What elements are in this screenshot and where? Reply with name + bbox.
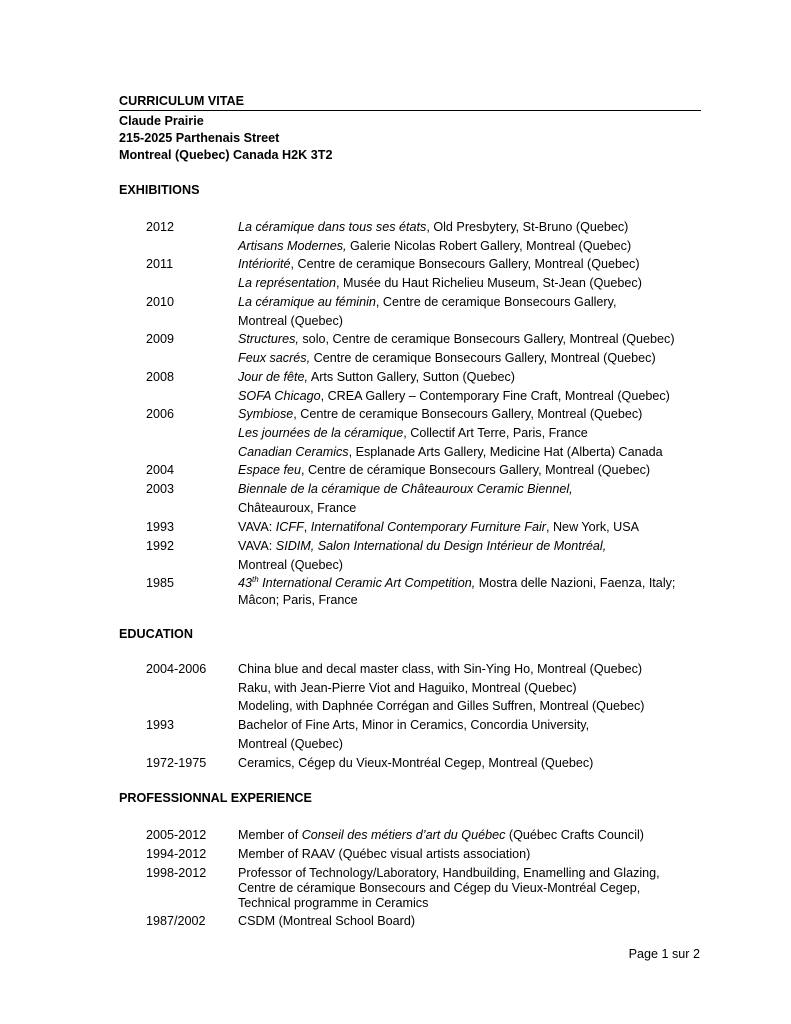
entry-text	[238, 389, 670, 403]
italic-title: Conseil des métiers d’art du Québec	[301, 828, 506, 842]
italic-title: Internatifonal Contemporary Furniture Fair	[310, 520, 546, 534]
entry-text	[238, 828, 644, 842]
entry-year: 2003	[146, 482, 175, 496]
entry-text	[238, 847, 530, 861]
italic-title: 43	[238, 576, 253, 590]
entry-text	[238, 295, 616, 309]
entry-text	[238, 896, 428, 910]
entry-year: 2004-2006	[146, 662, 207, 676]
italic-title: th	[252, 574, 259, 584]
entry-segment: VAVA:	[238, 520, 276, 534]
italic-title: SOFA Chicago	[238, 389, 321, 403]
italic-title: Jour de fête,	[238, 370, 309, 384]
entry-segment: , Centre de ceramique Bonsecours Gallery, Montreal (Quebec)	[293, 407, 643, 421]
entry-text	[238, 463, 650, 477]
entry-segment: Mâcon; Paris, France	[238, 592, 358, 607]
entry-text	[238, 576, 675, 590]
entry-text	[238, 881, 640, 895]
entry-text	[238, 426, 588, 440]
entry-text	[238, 737, 343, 751]
entry-segment: Modeling, with Daphnée Corrégan and Gilles Suffren, Montreal (Quebec)	[238, 699, 645, 713]
entry-year: 1992	[146, 539, 175, 553]
entry-text	[238, 276, 642, 290]
entry-segment: , New York, USA	[545, 520, 640, 534]
entry-segment: ,	[303, 520, 311, 534]
entry-year: 2004	[146, 463, 175, 477]
entry-segment: , Centre de céramique Bonsecours Gallery, Montreal (Quebec)	[301, 463, 651, 477]
entry-text	[238, 520, 639, 534]
entry-segment: , CREA Gallery – Contemporary Fine Craft, Montreal (Quebec)	[320, 389, 670, 403]
italic-title: Les journées de la céramique	[238, 426, 404, 440]
entry-year: 2012	[146, 220, 175, 234]
entry-segment: Technical programme in Ceramics	[238, 896, 429, 910]
entry-segment: Member of	[238, 828, 302, 842]
entry-segment: , Esplanade Arts Gallery, Medicine Hat (Alberta) Canada	[348, 445, 663, 459]
entry-text	[238, 662, 642, 676]
entry-segment: , Collectif Art Terre, Paris, France	[403, 426, 588, 440]
entry-text	[238, 501, 356, 515]
address-line-2: Montreal (Quebec) Canada H2K 3T2	[119, 148, 333, 162]
entry-segment: , Centre de ceramique Bonsecours Gallery, Montreal (Quebec)	[290, 257, 640, 271]
entry-text	[238, 866, 660, 880]
italic-title: Structures,	[238, 332, 299, 346]
entry-segment: solo, Centre de ceramique Bonsecours Gallery, Montreal (Quebec)	[298, 332, 675, 346]
education-heading: EDUCATION	[119, 627, 193, 641]
entry-segment: Montreal (Quebec)	[238, 737, 343, 751]
entry-segment: (Québec Crafts Council)	[505, 828, 644, 842]
entry-segment: , Musée du Haut Richelieu Museum, St-Jean (Quebec)	[336, 276, 642, 290]
entry-segment: Centre de céramique Bonsecours and Cégep du Vieux-Montréal Cegep,	[238, 881, 641, 895]
entry-segment: Bachelor of Fine Arts, Minor in Ceramics, Concordia University,	[238, 718, 590, 732]
italic-title: Biennale de la céramique de Châteauroux Ceramic Biennel,	[238, 482, 573, 496]
entry-text	[238, 239, 631, 253]
entry-segment: Galerie Nicolas Robert Gallery, Montreal (Quebec)	[346, 239, 632, 253]
italic-title: Espace feu	[238, 463, 302, 477]
entry-text	[238, 220, 628, 234]
entry-year: 2006	[146, 407, 175, 421]
entry-year: 1972-1975	[146, 756, 207, 770]
italic-title: Intériorité	[238, 257, 291, 271]
entry-text	[238, 332, 675, 346]
entry-segment: , Centre de ceramique Bonsecours Gallery,	[375, 295, 617, 309]
entry-segment: Raku, with Jean-Pierre Viot and Haguiko, Montreal (Quebec)	[238, 681, 577, 695]
entry-text	[238, 351, 656, 365]
entry-segment: China blue and decal master class, with Sin-Ying Ho, Montreal (Quebec)	[238, 662, 643, 676]
italic-title: Artisans Modernes,	[238, 239, 347, 253]
entry-text	[238, 558, 343, 572]
entry-text	[238, 445, 663, 459]
experience-heading: PROFESSIONNAL EXPERIENCE	[119, 791, 312, 805]
entry-segment: Châteauroux, France	[238, 501, 357, 515]
entry-segment: Arts Sutton Gallery, Sutton (Quebec)	[308, 370, 515, 384]
entry-segment: Member of RAAV (Québec visual artists association)	[238, 847, 531, 861]
entry-year: 1993	[146, 718, 175, 732]
entry-text	[238, 914, 415, 928]
italic-title: ICFF	[275, 520, 304, 534]
entry-year: 2008	[146, 370, 175, 384]
entry-text	[238, 593, 358, 607]
entry-year: 2009	[146, 332, 175, 346]
entry-text	[238, 257, 640, 271]
entry-segment: Mostra delle Nazioni, Faenza, Italy;	[475, 576, 676, 590]
italic-title: Canadian Ceramics	[238, 445, 349, 459]
address-line-1: 215-2025 Parthenais Street	[119, 131, 280, 145]
italic-title: La céramique dans tous ses états	[238, 220, 427, 234]
italic-title: Symbiose	[238, 407, 294, 421]
entry-segment: Montreal (Quebec)	[238, 558, 343, 572]
entry-year: 2010	[146, 295, 175, 309]
title-rule	[119, 110, 701, 111]
entry-segment: Centre de ceramique Bonsecours Gallery, Montreal (Quebec)	[310, 351, 656, 365]
entry-segment: Montreal (Quebec)	[238, 314, 343, 328]
entry-text	[238, 482, 573, 496]
entry-text	[238, 370, 515, 384]
entry-year: 1998-2012	[146, 866, 207, 880]
entry-segment: Ceramics, Cégep du Vieux-Montréal Cegep, Montreal (Quebec)	[238, 756, 594, 770]
entry-text	[238, 756, 593, 770]
italic-title: SIDIM, Salon International du Design Intérieur de Montréal,	[275, 539, 607, 553]
entry-text	[238, 539, 606, 553]
entry-text	[238, 314, 343, 328]
entry-segment: Professor of Technology/Laboratory, Handbuilding, Enamelling and Glazing,	[238, 866, 660, 880]
italic-title: International Ceramic Art Competition,	[258, 576, 476, 590]
entry-year: 1994-2012	[146, 847, 207, 861]
entry-segment: CSDM (Montreal School Board)	[238, 914, 416, 928]
entry-text	[238, 718, 589, 732]
entry-year: 1993	[146, 520, 175, 534]
entry-year: 1987/2002	[146, 914, 206, 928]
italic-title: Feux sacrés,	[238, 351, 311, 365]
italic-title: La céramique au féminin	[238, 295, 376, 309]
page-number: Page 1 sur 2	[628, 947, 700, 961]
entry-year: 2011	[146, 257, 174, 271]
entry-year: 2005-2012	[146, 828, 207, 842]
cv-title: CURRICULUM VITAE	[119, 94, 244, 108]
entry-text	[238, 681, 577, 695]
entry-text	[238, 407, 642, 421]
entry-year: 1985	[146, 576, 175, 590]
person-name: Claude Prairie	[119, 114, 204, 128]
entry-text	[238, 699, 645, 713]
entry-segment: , Old Presbytery, St-Bruno (Quebec)	[426, 220, 629, 234]
entry-segment: VAVA:	[238, 539, 276, 553]
exhibitions-heading: EXHIBITIONS	[119, 183, 200, 197]
italic-title: La représentation	[238, 276, 337, 290]
